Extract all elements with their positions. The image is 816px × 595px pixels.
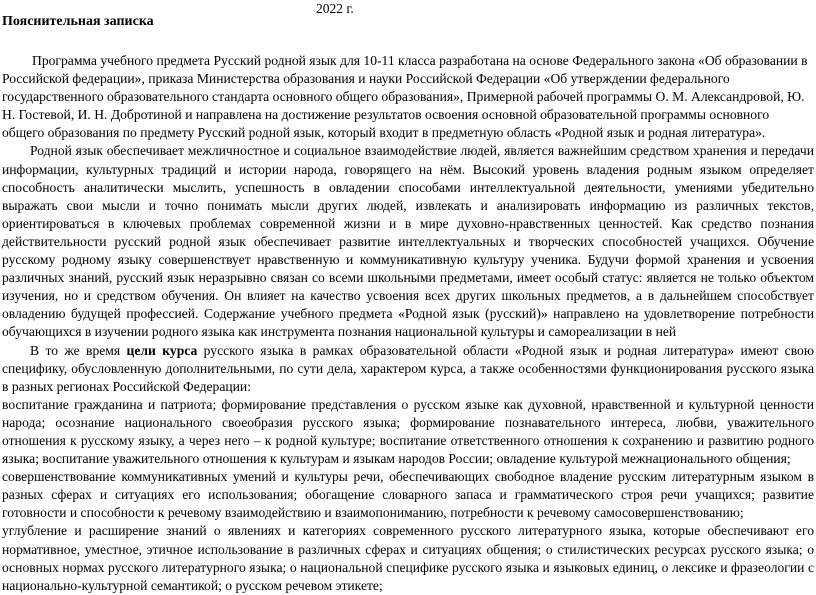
goal-item: совершенствование коммуникативных умений и культуры речи, обеспечивающих свободное владение русским литературным языком в разных сферах и ситуациях его использования; обогащение словарного запаса и грамматического строя речи учащихся; развитие готовности и способности к речевому взаимодействию и взаимопониманию, потребности к речевому самосовершенствованию; xyxy=(2,469,814,521)
goals-rest-text: русского языка в рамках образовательной области «Родной язык и родная литература» имеют свою специфику, обусловленную дополнительными, по сути дела, характером курса, а также особенностями функционирования русского языка в разных регионах Российской Федерации: xyxy=(2,342,814,394)
goals-bold-text: цели курса xyxy=(126,342,198,358)
document-year: 2022 г. xyxy=(316,1,354,16)
native-language-paragraph: Родной язык обеспечивает межличностное и социальное взаимодействие людей, является важнейшим средством хранения и передачи информации, культурных традиций и истории народа, говорящего на нём. Высокий уровень владения родным языком определяет способность аналитически мыслить, успешность в овладении способами интеллектуальной деятельности, умениями убедительно выражать свои мысли и точно понимать мысли других людей, извлекать и анализировать информацию из различных текстов, ориентироваться в ключевых проблемах современной жизни и в мире духовно-нравственных ценностей. Как средство познания действительности русский родной язык обеспечивает развитие интеллектуальных и творческих способностей учащихся. Обучение русскому родному языку совершенствует нравственную и коммуникативную культуру ученика. Будучи формой хранения и усвоения различных знаний, русский язык неразрывно связан со всеми школьными предметами, имеет особый статус: является не только объектом изучения, но и средством обучения. Он влияет на качество усвоения всех других школьных предметов, а в дальнейшем способствует овладению будущей профессией. Содержание учебного предмета «Родной язык (русский)» направлено на удовлетворение потребности обучающихся в изучении родного языка как инструмента познания национальной культуры и самореализации в ней xyxy=(2,143,814,340)
intro-paragraph: Программа учебного предмета Русский родной язык для 10-11 класса разработана на основе Федерального закона «Об образовании в Российской федерации», приказа Министерства образования и науки Российской Федерации «Об утверждении федерального государственного образовательного стандарта основного общего образования», Примерной рабочей программы О. М. Александровой, Ю. Н. Гостевой, И. Н. Добротиной и направлена на достижение результатов освоения основной образовательной программы основного общего образования по предмету Русский родной язык, который входит в предметную область «Родной язык и родная литература». xyxy=(2,53,808,141)
goal-item: воспитание гражданина и патриота; формирование представления о русском языке как духовной, нравственной и культурной ценности народа; осознание национального своеобразия русского языка; формирование познавательного интереса, любви, уважительного отношения к русскому языку, а через него – к родной культуре; воспитание ответственного отношения к сохранению и развитию родного языка; воспитание уважительного отношения к культурам и языкам народов России; овладение культурой межнационального общения; xyxy=(2,396,814,467)
goals-intro-text: В то же время xyxy=(30,342,127,358)
document-title: Пояснительная записка xyxy=(2,14,154,29)
course-goals-paragraph xyxy=(2,342,814,396)
document-body xyxy=(2,52,814,595)
goal-item: углубление и расширение знаний о явлениях и категориях современного русского литературного языка, которые обеспечивают его нормативное, уместное, этичное использование в различных сферах и ситуациях общения; о стилистических ресурсах русского языка; о основных нормах русского литературного языка; о национальной специфике русского языка и языковых единиц, о лексике и фразеологии с национально-культурной семантикой; о русском речевом этикете; xyxy=(2,523,814,593)
